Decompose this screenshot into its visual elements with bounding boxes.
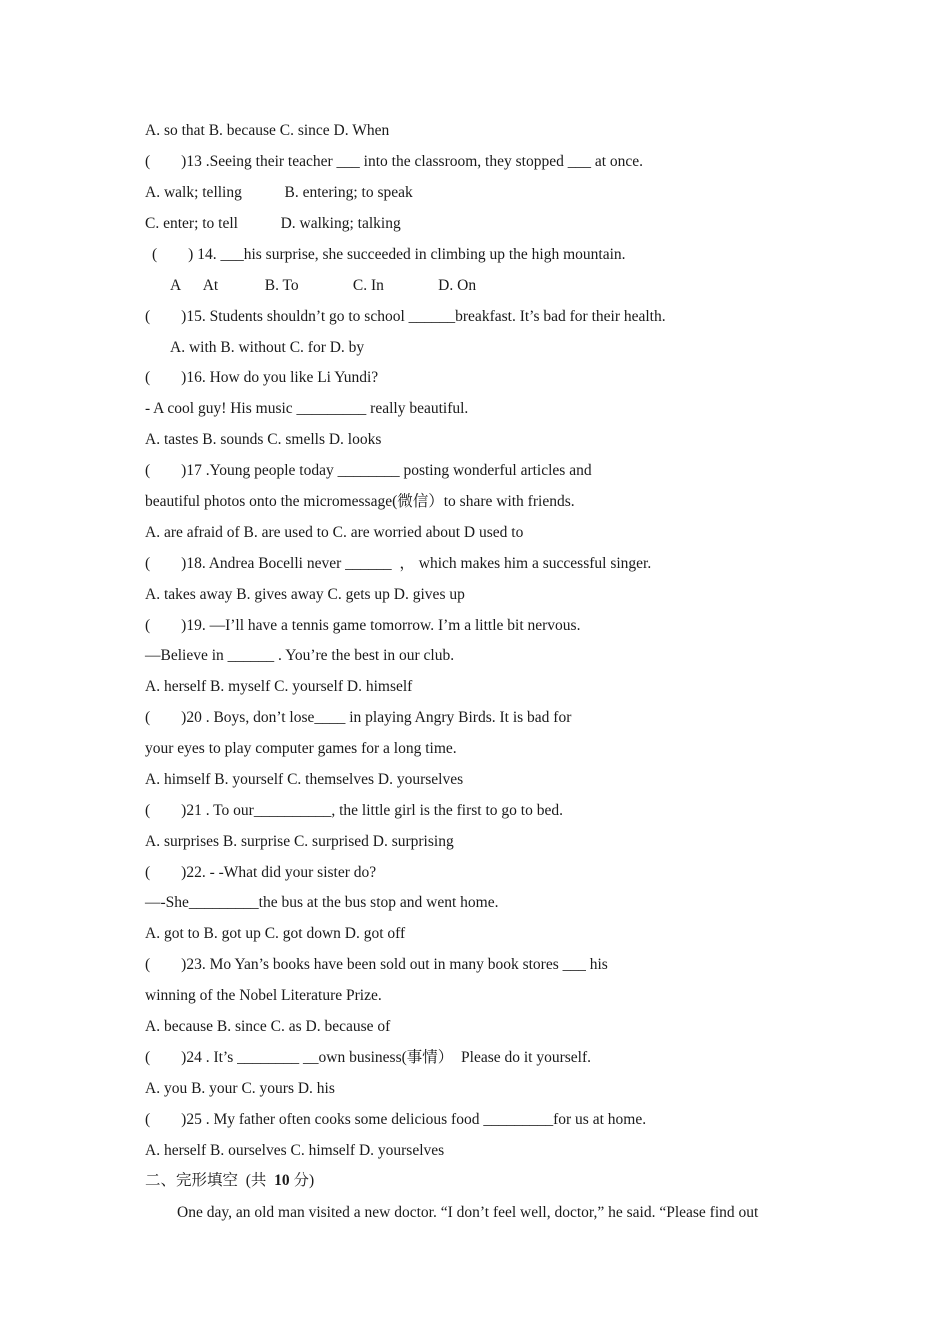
option-line-22: A. got to B. got up C. got down D. got off: [145, 925, 406, 942]
option-line-18: A. takes away B. gives away C. gets up D. gives up: [145, 586, 465, 603]
section-heading: [145, 1171, 314, 1191]
question-23-cont: winning of the Nobel Literature Prize.: [145, 987, 382, 1004]
option-line-16: A. tastes B. sounds C. smells D. looks: [145, 431, 382, 448]
question-23: ( )23. Mo Yan’s books have been sold out in many book stores ___ his: [145, 956, 608, 973]
option-line-21: A. surprises B. surprise C. surprised D. surprising: [145, 833, 454, 850]
question-17: ( )17 .Young people today ________ posting wonderful articles and: [145, 462, 592, 479]
passage-first-line: One day, an old man visited a new doctor. “I don’t feel well, doctor,” he said. “Please find out: [177, 1204, 759, 1221]
section-heading-prefix: 二、完形填空 (共: [145, 1172, 275, 1189]
question-13: ( )13 .Seeing their teacher ___ into the classroom, they stopped ___ at once.: [145, 153, 644, 170]
question-22-dialogue: —-She_________the bus at the bus stop and went home.: [145, 894, 499, 911]
question-19: ( )19. —I’ll have a tennis game tomorrow. I’m a little bit nervous.: [145, 617, 581, 634]
option-line-20: A. himself B. yourself C. themselves D. yourselves: [145, 771, 464, 788]
option-line-12: A. so that B. because C. since D. When: [145, 122, 390, 139]
question-22: ( )22. - -What did your sister do?: [145, 864, 377, 881]
question-20-cont: your eyes to play computer games for a long time.: [145, 740, 457, 757]
section-heading-suffix: 分): [289, 1172, 315, 1189]
question-25: ( )25 . My father often cooks some delicious food _________for us at home.: [145, 1111, 647, 1128]
option-line-15: A. with B. without C. for D. by: [170, 339, 365, 356]
question-21: ( )21 . To our__________, the little girl is the first to go to bed.: [145, 802, 563, 819]
option-line-24: A. you B. your C. yours D. his: [145, 1080, 335, 1097]
question-17-cont: beautiful photos onto the micromessage(微信）to share with friends.: [145, 493, 575, 510]
question-15: ( )15. Students shouldn’t go to school ______breakfast. It’s bad for their health.: [145, 308, 666, 325]
option-line-19: A. herself B. myself C. yourself D. himself: [145, 678, 413, 695]
option-line-13b: C. enter; to tell D. walking; talking: [145, 215, 401, 232]
question-16: ( )16. How do you like Li Yundi?: [145, 369, 379, 386]
question-18: ( )18. Andrea Bocelli never ______ ， which makes him a successful singer.: [145, 555, 652, 572]
question-20: ( )20 . Boys, don’t lose____ in playing Angry Birds. It is bad for: [145, 709, 572, 726]
question-14: ( ) 14. ___his surprise, she succeeded in climbing up the high mountain.: [152, 246, 626, 263]
question-24: ( )24 . It’s ________ __own business(事情） Please do it yourself.: [145, 1049, 592, 1066]
section-heading-points: 10: [274, 1172, 290, 1189]
option-line-14: A At B. To C. In D. On: [170, 277, 477, 294]
question-19-dialogue: —Believe in ______ . You’re the best in our club.: [145, 647, 455, 664]
option-line-13a: A. walk; telling B. entering; to speak: [145, 184, 413, 201]
question-16-dialogue: - A cool guy! His music _________ really beautiful.: [145, 400, 469, 417]
option-line-17: A. are afraid of B. are used to C. are worried about D used to: [145, 524, 524, 541]
option-line-25: A. herself B. ourselves C. himself D. yourselves: [145, 1142, 445, 1159]
option-line-23: A. because B. since C. as D. because of: [145, 1018, 391, 1035]
